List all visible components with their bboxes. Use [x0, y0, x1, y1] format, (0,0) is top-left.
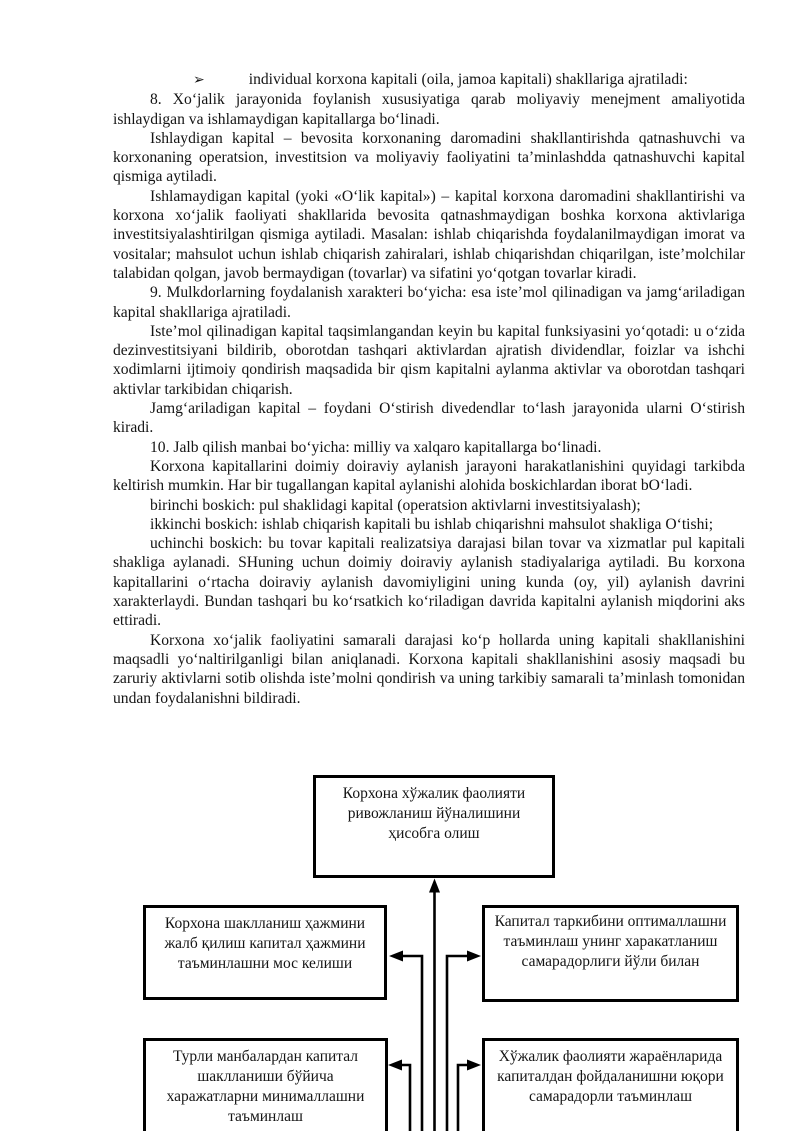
flowchart-box-top — [313, 775, 555, 878]
flowchart-box-row2-left — [143, 1038, 388, 1131]
paragraph: Jamg‘ariladigan kapital – foydani O‘stirish divedendlar to‘lash jarayonida ularni O‘stirish kiradi. — [113, 400, 745, 437]
flowchart-box-row2-right — [482, 1038, 739, 1131]
flowchart-box-row1-left-label: Корхона шаклланиш ҳажмини жалб қилиш капитал ҳажмини таъминлашни мос келиши — [164, 915, 366, 972]
bullet-item-text: individual korxona kapitali (oila, jamoa kapitali) shakllariga ajratiladi: — [248, 71, 688, 88]
flowchart-box-row1-right — [482, 905, 739, 1002]
text-block — [113, 70, 745, 708]
flowchart-box-row2-right-label: Хўжалик фаолияти жараёнларида капиталдан фойдаланишни юқори самарадорли таъминлаш — [497, 1048, 724, 1105]
flowchart-box-row1-right-label: Капитал таркибини оптималлашни таъминлаш унинг харакатланиш самарадорлиги йўли билан — [494, 913, 727, 970]
arrow-to-row1-left-box — [389, 951, 422, 1131]
arrowhead-bullet-icon: ➢ — [193, 73, 205, 88]
paragraph: Iste’mol qilinadigan kapital taqsimlangandan keyin bu kapital funksiyasini yo‘qotadi: u o‘zida dezinvestitsiyani bildirib, oborotdan tashqari aktivlardan ajratish dividendlar, foizlar va ishchi xodimlarni ijtimoiy qondirish maqsadida bir qism kapitalni aylanma aktivlar va oborotdan tashqari aktivlar tarkibidan chiqarish. — [113, 322, 745, 398]
paragraph: ikkinchi boskich: ishlab chiqarish kapitali bu ishlab chiqarishni mahsulot shakliga O‘tishi; — [150, 515, 714, 533]
flowchart-box-top-label: Корхона хўжалик фаолияти ривожланиш йўналишини ҳисобга олиш — [342, 785, 526, 842]
arrow-to-top-box — [429, 879, 440, 1131]
paragraph: uchinchi boskich: bu tovar kapitali realizatsiya darajasi bilan tovar va xizmatlar pul kapitali shakliga aylanadi. SHuning uchun doimiy doiraviy aylanish stadiyalariga aytiladi. Bu korxona kapitallarini o‘rtacha doiraviy aylanish davomiyligini uning kunda (oy, yil) aylanish davrini xarakterlaydi. Bundan tashqari bu ko‘rsatkich ko‘riladigan davrida kapitalni aylanish miqdorini aks ettiradi. — [113, 535, 745, 630]
paragraph: 9. Mulkdorlarning foydalanish xarakteri bo‘yicha: esa iste’mol qilinadigan va jamg‘ariladigan kapital shakllariga ajratiladi. — [113, 284, 745, 321]
paragraph: 8. Xo‘jalik jarayonida foylanish xususiyatiga qarab moliyaviy menejment amaliyotida ishlaydigan va ishlamaydigan kapitallarga bo‘linadi. — [113, 91, 745, 128]
paragraph: Ishlaydigan kapital – bevosita korxonaning daromadini shakllantirishda qatnashuvchi va korxonaning operatsion, investitsion va moliyaviy faoliyatini ta’minlashdda qatnashuvchi kapital qismiga aytiladi. — [113, 129, 745, 186]
flowchart-box-row2-left-label: Турли манбалардан капитал шаклланиши бўйича харажатларни минималлашни таъминлаш — [166, 1048, 365, 1125]
arrow-to-row2-left-box — [388, 1060, 410, 1131]
paragraph: birinchi boskich: pul shaklidagi kapital (operatsion aktivlarni investitsiyalash); — [150, 496, 641, 514]
paragraph: Korxona xo‘jalik faoliyatini samarali darajasi ko‘p hollarda uning kapitali shakllanishini maqsadli yo‘naltirilganligi bilan aniqlanadi. Korxona kapitali shakllanishini asosiy maqsadi bu zaruriy aktivlarni sotib olishda iste’molni qondirish va uning tarkibiy samarali ta’minlash tomonidan undan foydalanishni bildiradi. — [113, 631, 745, 707]
bullet-list-item — [113, 70, 745, 90]
flowchart-box-row1-left — [143, 905, 387, 1000]
arrow-to-row1-right-box — [447, 951, 481, 1131]
paragraph: 10. Jalb qilish manbai bo‘yicha: milliy va xalqaro kapitallarga bo‘linadi. — [150, 438, 602, 456]
arrow-to-row2-right-box — [458, 1060, 481, 1131]
paragraph: Korxona kapitallarini doimiy doiraviy aylanish jarayoni harakatlanishini quyidagi tarkibda keltirish mumkin. Har bir tugallangan kapital aylanishi alohida boskichlardan iborat bO‘ladi. — [113, 457, 745, 495]
paragraph: Ishlamaydigan kapital (yoki «O‘lik kapital») – kapital korxona daromadini shakllantirishi va korxona xo‘jalik faoliyati shakllarida bevosita qatnashmaydigan boshka korxona aktivlariga investitsiyalashtirilgan qismiga aytiladi. Masalan: ishlab chiqarishda foydalanilmaydigan imorat va vositalar; mahsulot uchun ishlab chiqarish zahiralari, ishlab chiqarishdan chiqarilgan, iste’molchilar talabidan qolgan, javob bermaydigan (tovarlar) va sifatini yo‘qotgan tovarlar kiradi. — [113, 187, 745, 282]
